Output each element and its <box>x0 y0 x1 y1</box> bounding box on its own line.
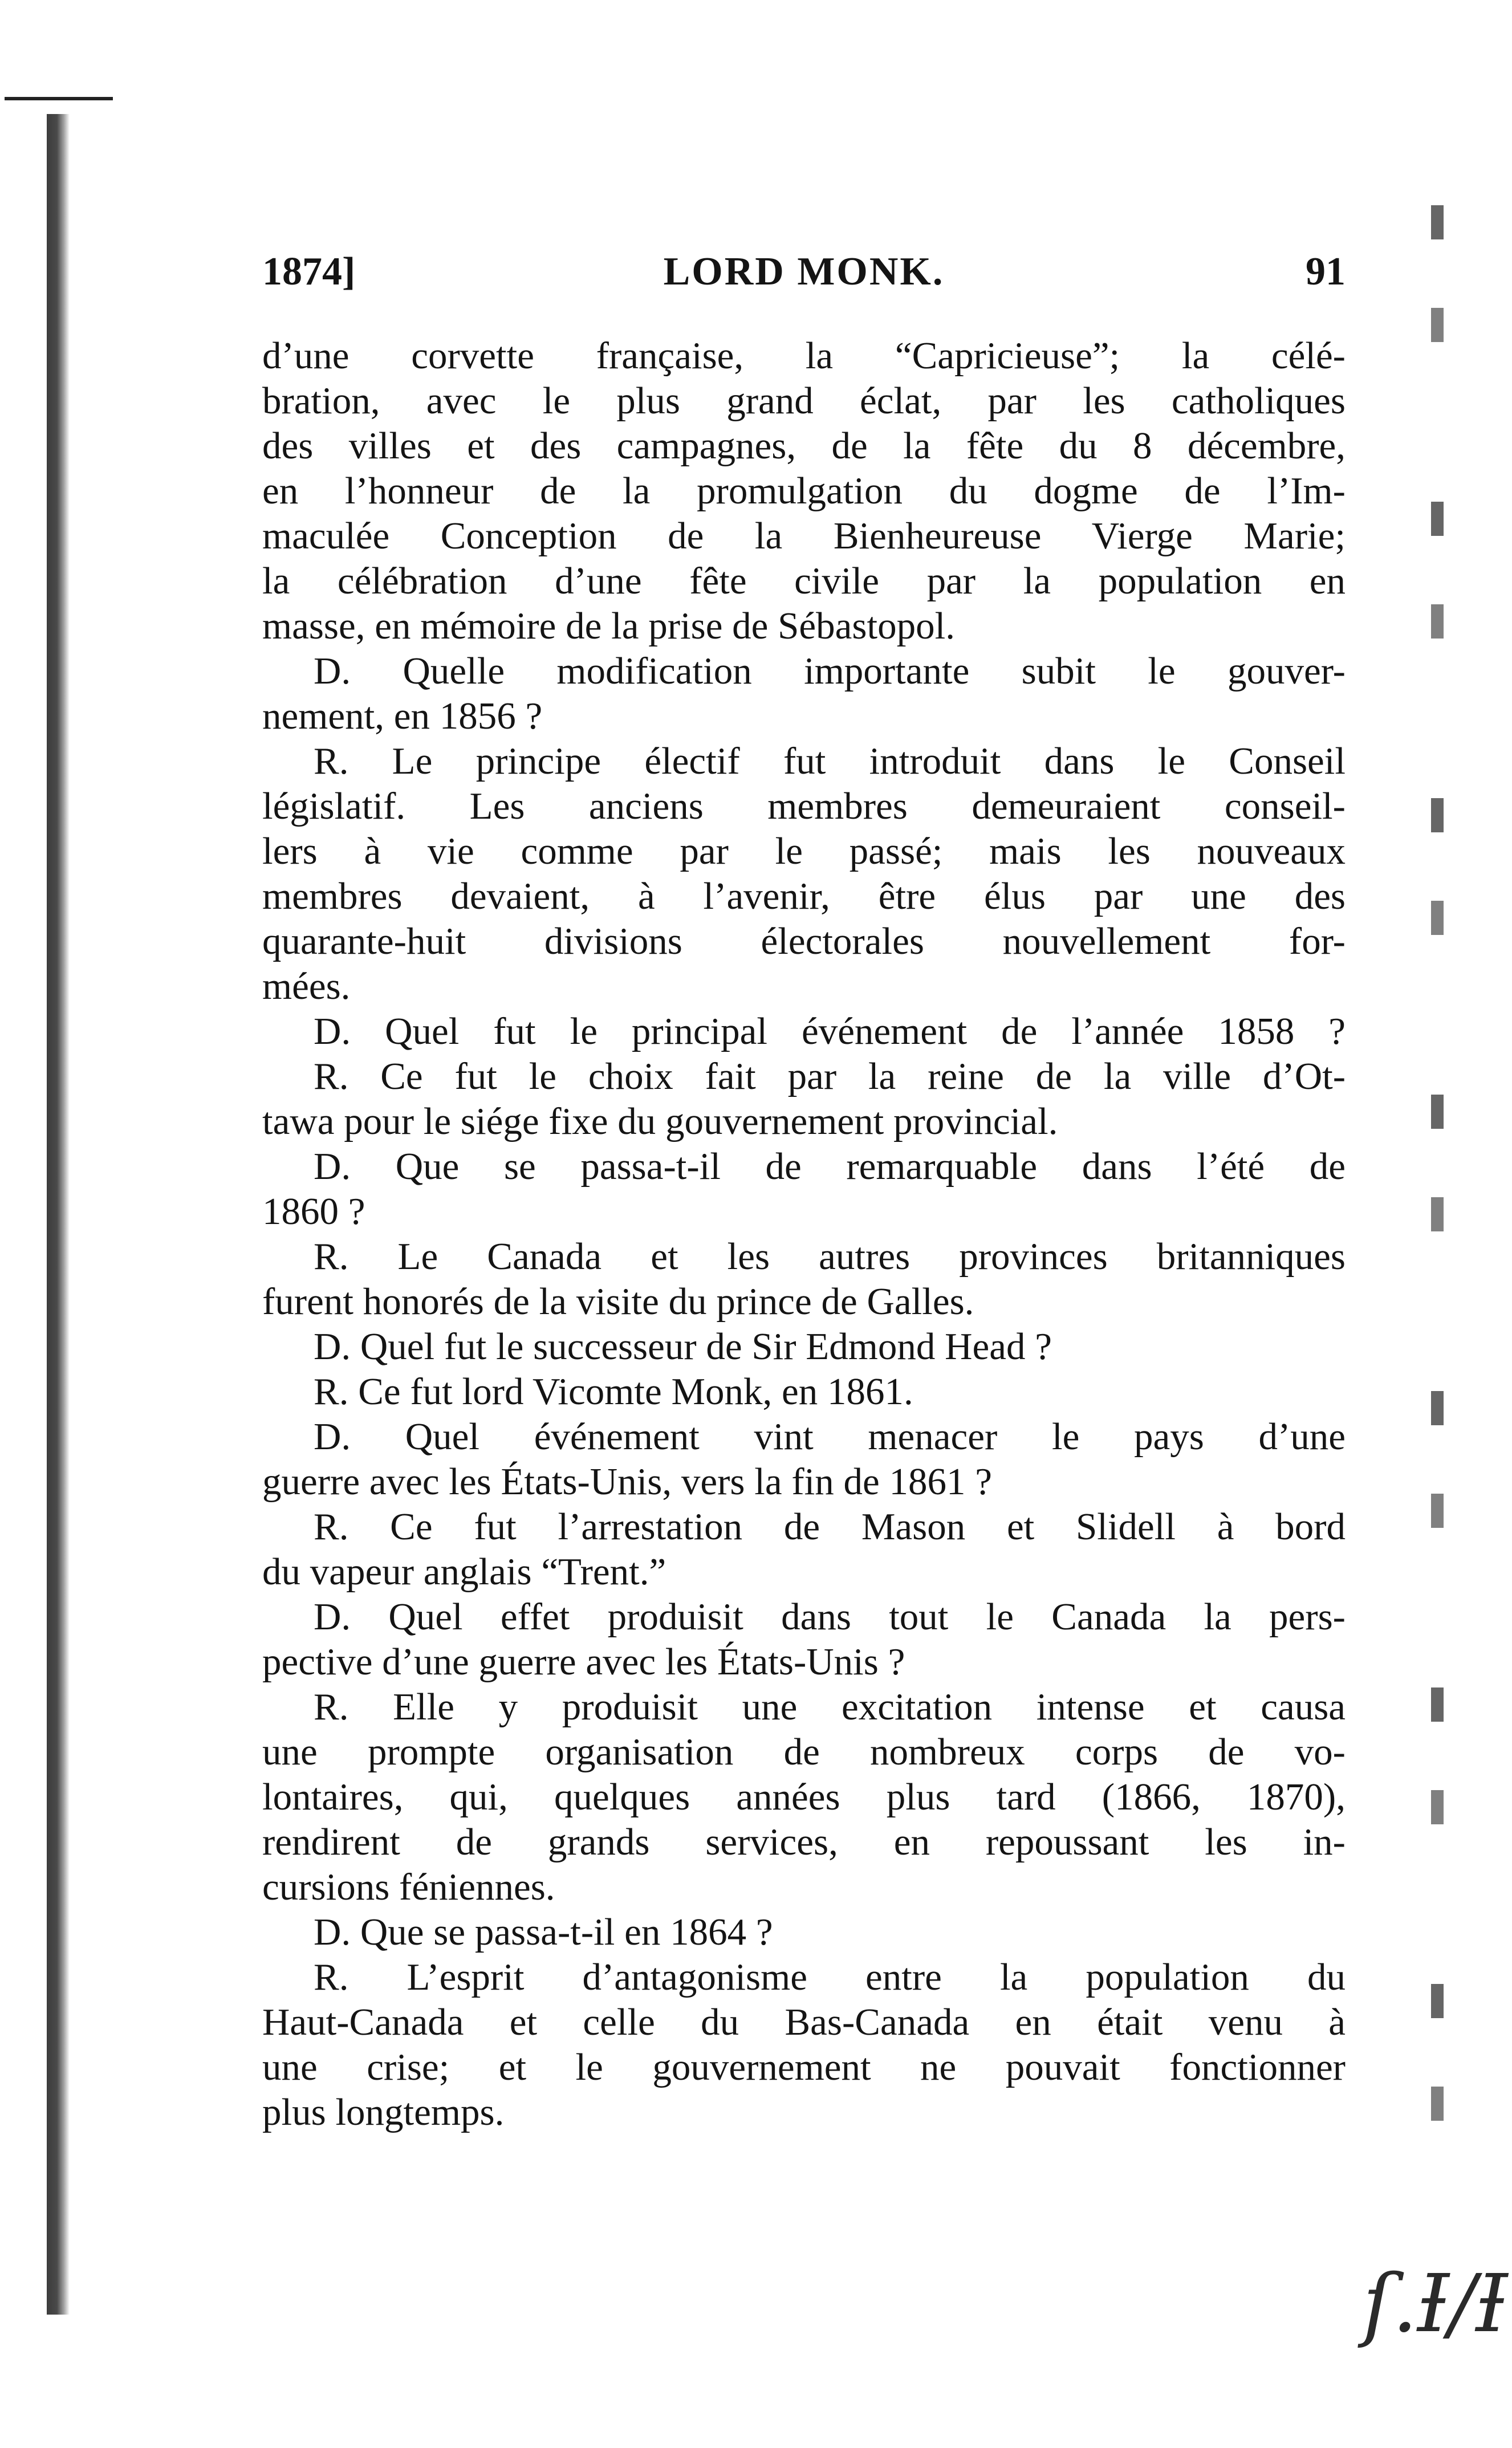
text-line: R. Le Canada et les autres provinces britanniques <box>314 1235 1346 1278</box>
text-line: mées. <box>262 965 351 1007</box>
text-line: R. L’esprit d’antagonisme entre la population du <box>314 1956 1346 1998</box>
text-line: R. Le principe électif fut introduit dans le Conseil <box>314 740 1346 782</box>
text-line: D. Quelle modification importante subit le gouver- <box>314 650 1346 692</box>
text-line: lers à vie comme par le passé; mais les nouveaux <box>262 830 1346 872</box>
text-line: D. Quel événement vint menacer le pays d’une <box>314 1416 1346 1458</box>
text-line: masse, en mémoire de la prise de Sébastopol. <box>262 605 955 647</box>
header-year: 1874] <box>262 250 356 294</box>
text-line: guerre avec les États-Unis, vers la fin de 1861 ? <box>262 1461 992 1503</box>
text-line: membres devaient, à l’avenir, être élus par une des <box>262 875 1346 917</box>
text-line: des villes et des campagnes, de la fête du 8 décembre, <box>262 425 1346 467</box>
text-line: R. Elle y produisit une excitation intense et causa <box>314 1686 1346 1728</box>
text-line: R. Ce fut le choix fait par la reine de la ville d’Ot- <box>314 1055 1346 1097</box>
handwritten-mark: ſ.Ɨ/Ɨ <box>1363 2258 1508 2351</box>
text-line: une prompte organisation de nombreux corps de vo- <box>262 1731 1346 1773</box>
text-line: législatif. Les anciens membres demeuraient conseil- <box>262 785 1346 827</box>
text-line: 1860 ? <box>262 1190 365 1233</box>
text-line: une crise; et le gouvernement ne pouvait fonctionner <box>262 2046 1346 2088</box>
text-line: d’une corvette française, la “Capricieuse”; la célé- <box>262 335 1346 377</box>
page-number: 91 <box>1306 250 1346 294</box>
text-line: D. Que se passa-t-il en 1864 ? <box>314 1911 773 1953</box>
text-line: tawa pour le siége fixe du gouvernement provincial. <box>262 1100 1058 1142</box>
text-line: du vapeur anglais “Trent.” <box>262 1551 666 1593</box>
text-line: D. Quel effet produisit dans tout le Canada la pers- <box>314 1596 1346 1638</box>
text-line: D. Quel fut le successeur de Sir Edmond Head ? <box>314 1325 1052 1368</box>
header-title: LORD MONK. <box>663 250 945 294</box>
text-line: R. Ce fut lord Vicomte Monk, en 1861. <box>314 1371 913 1413</box>
text-line: pective d’une guerre avec les États-Unis ? <box>262 1641 905 1683</box>
text-line: plus longtemps. <box>262 2091 505 2133</box>
text-line: cursions féniennes. <box>262 1866 555 1908</box>
running-header <box>262 246 1346 298</box>
text-line: furent honorés de la visite du prince de Galles. <box>262 1280 974 1323</box>
body-text <box>262 334 1346 2135</box>
binding-shadow <box>47 114 70 2315</box>
text-line: bration, avec le plus grand éclat, par les catholiques <box>262 380 1346 422</box>
text-line: D. Que se passa-t-il de remarquable dans l’été de <box>314 1145 1346 1188</box>
text-line: R. Ce fut l’arrestation de Mason et Slidell à bord <box>314 1506 1346 1548</box>
text-line: nement, en 1856 ? <box>262 695 543 737</box>
binding-shadow-top <box>5 97 113 100</box>
text-line: quarante-huit divisions électorales nouvellement for- <box>262 920 1346 962</box>
text-line: maculée Conception de la Bienheureuse Vierge Marie; <box>262 515 1346 557</box>
text-line: Haut-Canada et celle du Bas-Canada en était venu à <box>262 2001 1346 2043</box>
text-line: D. Quel fut le principal événement de l’année 1858 ? <box>314 1010 1346 1052</box>
text-line: en l’honneur de la promulgation du dogme de l’Im- <box>262 470 1346 512</box>
text-line: la célébration d’une fête civile par la population en <box>262 560 1346 602</box>
page-edge-noise <box>1431 125 1444 2121</box>
text-line: rendirent de grands services, en repoussant les in- <box>262 1821 1346 1863</box>
text-line: lontaires, qui, quelques années plus tard (1866, 1870), <box>262 1776 1346 1818</box>
